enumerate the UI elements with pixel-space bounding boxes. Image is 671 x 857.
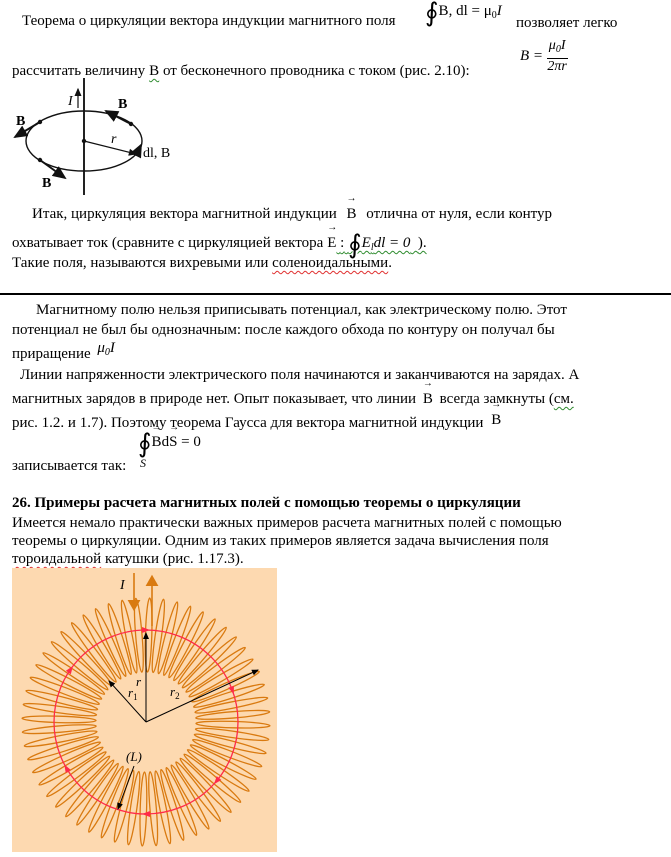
separator: : <box>340 235 345 251</box>
field-lines-tail: всегда замкнуты ( <box>439 391 554 407</box>
vector-B-lines: → B <box>423 390 433 408</box>
contour-integral-symbol: ∮ <box>348 230 362 259</box>
I: I <box>560 38 566 53</box>
r1-base: r <box>128 685 134 700</box>
field-magnitude-formula <box>520 38 568 75</box>
radius-arrow <box>84 141 136 154</box>
E-circulation-formula <box>348 230 411 259</box>
toroidal-word: тороидальной <box>12 551 102 567</box>
label-radius: r <box>111 132 117 147</box>
theorem-intro-tail: позволяет легко <box>516 15 618 31</box>
solenoidal-word: соленоидальными <box>272 255 389 271</box>
potential-line-2: потенциал не был бы однозначным: после каждого обхода по контуру он получал бы <box>12 322 555 338</box>
field-lines-text: магнитных зарядов в природе нет. Опыт показывает, что линии <box>12 391 417 407</box>
vortex-fields-line <box>12 254 392 272</box>
coil-turn <box>22 723 96 735</box>
coil-turn <box>147 772 159 846</box>
increment-text: приращение <box>12 346 91 362</box>
label-B-left: B <box>16 114 26 129</box>
field-lines-line-1: Линии напряженности электрического поля начинаются и заканчиваются на зарядах. А <box>20 367 580 383</box>
I: I <box>109 340 115 356</box>
formula-lhs: B = <box>520 47 544 64</box>
vector-B: → B <box>152 434 162 451</box>
theorem-intro-text: Теорема о циркуляции вектора индукции магнитного поля <box>22 13 396 29</box>
examples-line-1: Имеется немало практически важных примеров расчета магнитных полей с помощью <box>12 515 562 531</box>
theorem-intro-line <box>22 12 396 30</box>
B-arrow-top <box>106 111 131 124</box>
r2-base: r <box>170 684 176 699</box>
potential-line-1: Магнитному полю нельзя приписывать потенциал, как электрическому полю. Этот <box>36 302 567 318</box>
field-calc-prefix: рассчитать величину <box>12 63 146 79</box>
label-dl-B: dl, B <box>143 146 171 161</box>
field-calc-tail: от бесконечного проводника с током (рис. 2.10): <box>162 63 470 79</box>
label-current-I: I <box>120 578 125 593</box>
dl-equals-zero: dl = 0 <box>373 235 411 251</box>
circulation-text: Итак, циркуляция вектора магнитной индукции <box>32 206 337 222</box>
coil-turn <box>27 734 99 762</box>
mu: μ <box>97 340 105 356</box>
see-abbrev: см. <box>553 391 574 407</box>
equals-mu: = μ <box>471 3 492 19</box>
formula-fraction <box>547 38 568 75</box>
circulation-formula: ∮→ B, $d\to l = \mu_0I$ <box>425 3 502 22</box>
E-circulation-ref <box>323 230 427 259</box>
mu-subscript: 0 <box>491 10 497 21</box>
toroid-figure <box>12 568 277 852</box>
period: . <box>388 255 392 271</box>
r2-sub: 2 <box>175 691 180 701</box>
mu0-I <box>97 340 115 356</box>
radius-r2-arrow <box>146 670 258 722</box>
label-current: I <box>68 94 73 109</box>
examples-line-2: теоремы о циркуляции. Одним из таких примеров является задача вычисления поля <box>12 533 549 549</box>
E-sub: l <box>370 242 374 253</box>
figure-wire-field <box>0 75 250 200</box>
vector-S: → S <box>169 434 177 451</box>
examples-line-3 <box>12 550 244 568</box>
coil-turn <box>196 709 270 721</box>
gauss-text: рис. 1.2. и 1.7). Поэтому теорема Гаусса для вектора магнитной индукции <box>12 415 484 431</box>
section-divider <box>0 293 671 295</box>
vector-B-gauss: → B <box>491 411 501 429</box>
contour-integral-symbol: ∮ <box>425 0 439 27</box>
field-lines-line-2 <box>12 390 574 408</box>
toroid-svg <box>12 568 277 852</box>
r1-sub: 1 <box>133 692 138 702</box>
comma: , <box>448 3 453 19</box>
written-as-line: записывается так: <box>12 458 127 474</box>
vector-B: → B <box>439 3 449 20</box>
vector-B-inline: → B <box>347 205 357 223</box>
compare-text: охватывает ток (сравните с циркуляцией вектора <box>12 235 324 251</box>
gauss-line <box>12 414 501 432</box>
mu-sub: 0 <box>104 347 110 358</box>
label-contour-L: (L) <box>126 749 142 764</box>
coil-turn <box>133 598 145 672</box>
fraction-denominator: 2πr <box>547 59 567 74</box>
vector-E: → E <box>327 234 336 252</box>
fraction-numerator <box>547 38 568 59</box>
vector-l: → l <box>464 3 468 20</box>
surface-label: S <box>140 456 146 470</box>
vortex-text: Такие поля, называются вихревыми или <box>12 255 269 271</box>
coil-turn <box>106 603 134 675</box>
circulation-tail: отлична от нуля, если контур <box>366 206 552 222</box>
mu: μ <box>548 38 556 53</box>
label-B-top: B <box>118 97 128 112</box>
surface-integral-symbol: ∮ <box>138 429 152 458</box>
equals-zero: = 0 <box>181 434 201 450</box>
label-r: r <box>136 674 142 689</box>
d: d <box>161 434 170 450</box>
E: E <box>361 235 371 251</box>
field-B-symbol: B <box>149 63 160 79</box>
section-heading: 26. Примеры расчета магнитных полей с помощью теоремы о циркуляции <box>12 495 521 511</box>
closing-paren: ). <box>417 235 427 251</box>
current-I: I <box>496 3 502 19</box>
label-r2 <box>170 684 180 701</box>
coil-turn <box>158 769 186 841</box>
toroid-caption-tail: катушки (рис. 1.17.3). <box>104 551 244 567</box>
circulation-nonzero-line <box>32 205 552 223</box>
increment-line <box>12 340 115 368</box>
gauss-formula <box>138 429 201 458</box>
mu-sub: 0 <box>555 44 561 55</box>
label-B-bottom: B <box>42 176 52 191</box>
